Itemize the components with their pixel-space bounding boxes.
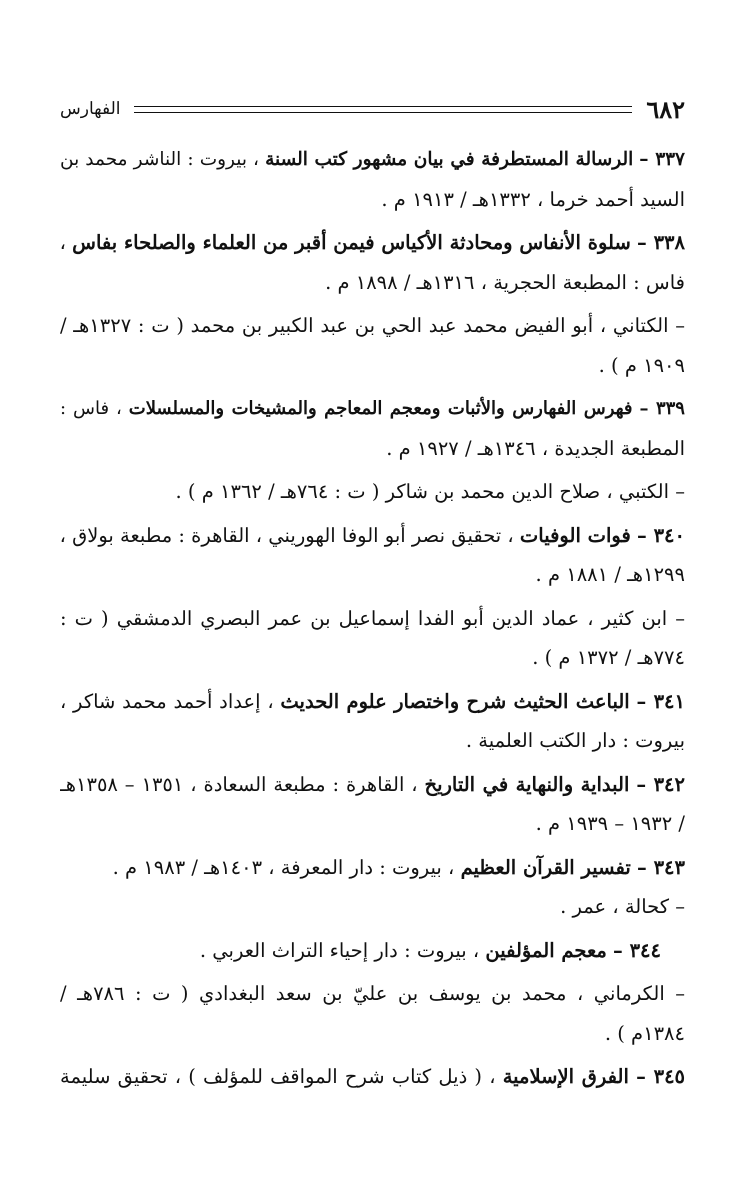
entry-title: معجم المؤلفين bbox=[485, 938, 607, 962]
entry-342-line-2 bbox=[60, 804, 685, 844]
entry-number: ٣٣٧ – bbox=[639, 149, 685, 170]
entry-title: فوات الوفيات bbox=[519, 523, 631, 547]
entry-text: ، القاهرة : مطبعة السعادة ، ١٣٥١ – ١٣٥٨هـ bbox=[60, 772, 418, 796]
author-kattani-line-2 bbox=[60, 346, 685, 386]
page-number: ٦٨٢ bbox=[646, 94, 685, 124]
entry-text: ، إعداد أحمد محمد شاكر ، bbox=[60, 689, 274, 713]
author-text: – ابن كثير ، عماد الدين أبو الفدا إسماعيل بن عمر البصري الدمشقي ( ت : bbox=[60, 606, 685, 630]
entry-339-line-1 bbox=[60, 389, 685, 429]
entry-343-line-1 bbox=[60, 848, 685, 888]
entry-338-line-2 bbox=[60, 263, 685, 303]
entry-342-line-1 bbox=[60, 765, 685, 805]
entry-text: ، بيروت : دار إحياء التراث العربي . bbox=[199, 938, 480, 962]
entry-text: المطبعة الجديدة ، ١٣٤٦هـ / ١٩٢٧ م . bbox=[386, 436, 685, 460]
entry-337-line-2 bbox=[60, 180, 685, 220]
entry-text: ، بيروت : الناشر محمد بن bbox=[60, 149, 260, 170]
entry-number: ٣٤٠ – bbox=[637, 523, 685, 547]
author-text: – الكتاني ، أبو الفيض محمد عبد الحي بن عبد الكبير بن محمد ( ت : ١٣٢٧هـ / bbox=[60, 314, 685, 337]
entry-text: ، bbox=[60, 231, 66, 254]
entry-number: ٣٤٣ – bbox=[637, 855, 685, 879]
entry-number: ٣٣٩ – bbox=[639, 398, 685, 419]
author-kahhala-line bbox=[60, 887, 685, 927]
entry-338-line-1 bbox=[60, 223, 685, 263]
author-text: – الكرماني ، محمد بن يوسف بن عليّ بن سعد البغدادي ( ت : ٧٨٦هـ / bbox=[60, 982, 685, 1005]
page-header bbox=[60, 92, 685, 126]
entry-title: البداية والنهاية في التاريخ bbox=[424, 772, 630, 796]
entry-number: ٣٤٥ – bbox=[636, 1065, 685, 1088]
author-text: ٧٧٤هـ / ١٣٧٢ م ) . bbox=[532, 646, 685, 669]
entry-text: بيروت : دار الكتب العلمية . bbox=[465, 729, 685, 752]
entry-text: ، بيروت : دار المعرفة ، ١٤٠٣هـ / ١٩٨٣ م . bbox=[112, 855, 455, 879]
index-entries bbox=[60, 140, 685, 1097]
entry-340-line-1 bbox=[60, 516, 685, 556]
author-text: – كحالة ، عمر . bbox=[560, 895, 685, 918]
entry-337-line-1 bbox=[60, 140, 685, 180]
entry-number: ٣٣٨ – bbox=[637, 231, 685, 254]
author-text: ١٣٨٤م ) . bbox=[604, 1021, 685, 1045]
author-kirmani-line-2 bbox=[60, 1014, 685, 1054]
author-text: ١٩٠٩ م ) . bbox=[598, 353, 685, 377]
author-ibn-kathir-line-2 bbox=[60, 638, 685, 678]
entry-text: ، فاس : bbox=[60, 398, 122, 419]
entry-number: ٣٤١ – bbox=[636, 689, 685, 713]
author-text: – الكتبي ، صلاح الدين محمد بن شاكر ( ت : ٧٦٤هـ / ١٣٦٢ م ) . bbox=[175, 480, 685, 503]
entry-title: سلوة الأنفاس ومحادثة الأكياس فيمن أقبر من العلماء والصلحاء بفاس bbox=[72, 231, 631, 254]
author-kutubi-line bbox=[60, 472, 685, 512]
entry-title: فهرس الفهارس والأثبات ومعجم المعاجم والمشيخات والمسلسلات bbox=[128, 398, 633, 419]
entry-340-line-2 bbox=[60, 555, 685, 595]
entry-text: ، ( ذيل كتاب شرح المواقف للمؤلف ) ، تحقيق سليمة bbox=[60, 1065, 496, 1088]
author-kattani-line-1 bbox=[60, 306, 685, 346]
author-kirmani-line-1 bbox=[60, 974, 685, 1014]
entry-341-line-2 bbox=[60, 721, 685, 761]
entry-text: ، تحقيق نصر أبو الوفا الهوريني ، القاهرة : مطبعة بولاق ، bbox=[60, 523, 514, 547]
entry-title: الباعث الحثيث شرح واختصار علوم الحديث bbox=[280, 689, 630, 713]
running-title: الفهارس bbox=[60, 99, 121, 119]
entry-title: الفرق الإسلامية bbox=[502, 1065, 629, 1088]
header-rule bbox=[134, 106, 632, 113]
entry-text: / ١٩٣٢ – ١٩٣٩ م . bbox=[535, 812, 685, 835]
entry-text: السيد أحمد خرما ، ١٣٣٢هـ / ١٩١٣ م . bbox=[381, 187, 685, 211]
entry-339-line-2 bbox=[60, 429, 685, 469]
entry-number: ٣٤٤ – bbox=[613, 938, 661, 962]
entry-title: تفسير القرآن العظيم bbox=[460, 855, 631, 879]
entry-text: ١٢٩٩هـ / ١٨٨١ م . bbox=[535, 563, 685, 586]
entry-344-line-1 bbox=[60, 931, 685, 971]
entry-title: الرسالة المستطرفة في بيان مشهور كتب السنة bbox=[265, 149, 634, 170]
author-ibn-kathir-line-1 bbox=[60, 599, 685, 639]
entry-341-line-1 bbox=[60, 682, 685, 722]
entry-number: ٣٤٢ – bbox=[636, 772, 685, 796]
entry-345-line-1 bbox=[60, 1057, 685, 1097]
entry-text: فاس : المطبعة الحجرية ، ١٣١٦هـ / ١٨٩٨ م . bbox=[325, 270, 685, 294]
